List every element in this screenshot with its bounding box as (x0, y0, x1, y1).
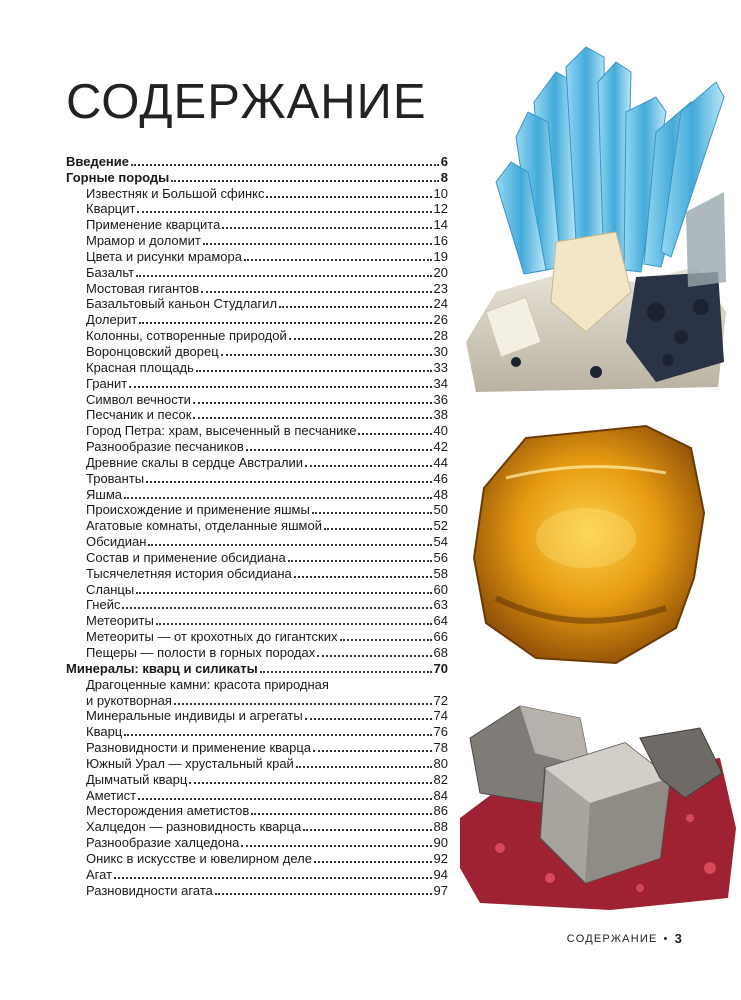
toc-page-number: 16 (433, 233, 448, 249)
toc-entry-label: Состав и применение обсидиана (86, 549, 286, 565)
toc-entry[interactable] (66, 391, 448, 407)
toc-entry-label: Красная площадь (86, 359, 194, 375)
toc-page-number: 42 (433, 439, 448, 455)
toc-page-number: 86 (433, 803, 448, 819)
toc-entry-label: Метеориты (86, 613, 154, 629)
toc-entry-label: Метеориты — от крохотных до гигантских (86, 629, 338, 645)
toc-entry[interactable] (66, 818, 448, 834)
toc-entry-label: Разновидности агата (86, 882, 213, 898)
toc-page-number: 44 (433, 454, 448, 470)
toc-dot-leader (305, 718, 432, 720)
toc-dot-leader (305, 465, 431, 467)
page-footer (567, 931, 683, 946)
toc-page-number: 36 (433, 391, 448, 407)
toc-entry[interactable] (66, 850, 448, 866)
toc-entry-label: Оникс в искусстве и ювелирном деле (86, 850, 312, 866)
toc-dot-leader (358, 433, 431, 435)
toc-entry[interactable] (66, 486, 448, 502)
toc-entry-label: Пещеры — полости в горных породах (86, 645, 316, 660)
toc-page-number: 24 (433, 296, 448, 312)
toc-dot-leader (296, 766, 432, 768)
toc-dot-leader (246, 449, 432, 451)
toc-entry-label: Агат (86, 866, 113, 882)
toc-entry-label: Применение кварцита (86, 217, 221, 233)
toc-entry-label: Базальтовый каньон Студлагил (86, 296, 278, 312)
toc-page-number: 78 (433, 740, 448, 756)
toc-entry-label: Мостовая гигантов (86, 280, 200, 296)
toc-dot-leader (260, 671, 432, 673)
toc-page-number: 58 (433, 565, 448, 581)
toc-entry[interactable] (66, 454, 448, 470)
toc-dot-leader (196, 370, 432, 372)
toc-entry[interactable] (66, 739, 448, 755)
toc-entry-label: Разновидности и применение кварца (86, 740, 312, 756)
toc-page-number: 63 (433, 597, 448, 613)
toc-entry[interactable] (66, 612, 448, 628)
toc-page-number: 82 (433, 771, 448, 787)
toc-entry[interactable] (66, 628, 448, 644)
toc-dot-leader (266, 196, 431, 198)
toc-entry[interactable] (66, 692, 448, 708)
toc-entry-label: Древние скалы в сердце Австралии (86, 454, 304, 470)
toc-page-number: 74 (433, 708, 448, 724)
toc-entry[interactable] (66, 343, 448, 359)
toc-page-number: 66 (433, 629, 448, 645)
toc-entry-label: Обсидиан (86, 534, 147, 550)
toc-dot-leader (201, 291, 431, 293)
toc-entry-label: Воронцовский дворец (86, 343, 219, 359)
toc-entry-label: Колонны, сотворенные природой (86, 328, 287, 344)
toc-page-number: 80 (433, 755, 448, 771)
toc-page-number: 30 (433, 343, 448, 359)
toc-page-number: 88 (433, 819, 448, 835)
toc-page-number: 92 (433, 850, 448, 866)
toc-page-number: 6 (440, 153, 448, 169)
toc-page-number: 76 (433, 724, 448, 740)
toc-entry[interactable] (66, 549, 448, 565)
toc-dot-leader (122, 607, 431, 609)
toc-entry-label: Гранит (86, 375, 128, 391)
toc-page-number: 33 (433, 359, 448, 375)
toc-entry[interactable] (66, 882, 448, 898)
toc-entry[interactable] (66, 201, 448, 217)
toc-entry[interactable] (66, 470, 448, 486)
toc-dot-leader (193, 417, 431, 419)
toc-entry-label: Сланцы (86, 581, 135, 597)
toc-entry-label: Разнообразие песчаников (86, 439, 244, 455)
toc-dot-leader (136, 275, 431, 277)
toc-dot-leader (288, 560, 432, 562)
toc-entry-label: Введение (66, 153, 129, 169)
toc-page-number: 56 (433, 549, 448, 565)
toc-dot-leader (137, 211, 431, 213)
toc-dot-leader (124, 497, 432, 499)
toc-dot-leader (222, 227, 431, 229)
toc-dot-leader (114, 877, 432, 879)
toc-dot-leader (324, 528, 432, 530)
toc-entry[interactable] (66, 787, 448, 803)
toc-page-number: 28 (433, 328, 448, 344)
toc-entry[interactable] (66, 264, 448, 280)
toc-entry[interactable] (66, 359, 448, 375)
toc-dot-leader (131, 164, 439, 166)
toc-dot-leader (244, 259, 432, 261)
toc-entry-label: Долерит (86, 312, 138, 328)
amber-stone-image (466, 418, 712, 668)
toc-page-number: 84 (433, 787, 448, 803)
toc-dot-leader (148, 544, 431, 546)
toc-dot-leader (289, 338, 432, 340)
toc-entry[interactable] (66, 644, 448, 660)
toc-dot-leader (279, 306, 431, 308)
toc-dot-leader (193, 402, 432, 404)
toc-entry[interactable] (66, 248, 448, 264)
footer-label: СОДЕРЖАНИЕ (566, 932, 658, 945)
toc-entry-label: и рукотворная (86, 692, 172, 708)
toc-section-entry[interactable] (66, 660, 448, 676)
toc-dot-leader (314, 861, 432, 863)
toc-entry-label: Гнейс (86, 597, 121, 613)
toc-entry-label: Минералы: кварц и силикаты (66, 660, 258, 676)
table-of-contents (66, 153, 448, 898)
toc-entry-label: Горные породы (66, 169, 170, 185)
toc-entry-label: Разнообразие халцедона (86, 835, 240, 851)
toc-page-number: 10 (433, 185, 448, 201)
toc-page-number: 68 (433, 645, 448, 660)
toc-page-number: 97 (433, 882, 448, 898)
page-title: СОДЕРЖАНИЕ (66, 75, 427, 129)
toc-entry-label: Агатовые комнаты, отделанные яшмой (86, 518, 322, 534)
toc-page-number: 40 (433, 423, 448, 439)
toc-entry-label: Дымчатый кварц (86, 771, 188, 787)
toc-entry-label: Яшма (86, 486, 122, 502)
toc-page-number: 34 (433, 375, 448, 391)
toc-page-number: 12 (433, 201, 448, 217)
toc-entry-label: Песчаник и песок (86, 407, 192, 423)
toc-entry-label: Известняк и Большой сфинкс (86, 185, 265, 201)
toc-entry-label: Аметист (86, 787, 137, 803)
toc-entry[interactable] (66, 375, 448, 391)
toc-dot-leader (146, 481, 431, 483)
toc-dot-leader (241, 845, 431, 847)
toc-page-number: 70 (433, 660, 448, 676)
toc-entry[interactable] (66, 803, 448, 819)
toc-dot-leader (203, 243, 432, 245)
toc-entry-label: Минеральные индивиды и агрегаты (86, 708, 303, 724)
toc-entry-label: Город Петра: храм, высеченный в песчанике (86, 423, 357, 439)
toc-dot-leader (303, 829, 431, 831)
toc-entry[interactable] (66, 597, 448, 613)
toc-dot-leader (174, 703, 432, 705)
toc-page-number: 54 (433, 534, 448, 550)
toc-section-entry[interactable] (66, 153, 448, 169)
toc-dot-leader (251, 813, 431, 815)
toc-dot-leader (340, 639, 432, 641)
toc-dot-leader (215, 893, 432, 895)
toc-entry[interactable] (66, 311, 448, 327)
toc-entry[interactable] (66, 296, 448, 312)
toc-entry[interactable] (66, 708, 448, 724)
toc-entry-label: Трованты (86, 470, 145, 486)
toc-page-number: 14 (433, 217, 448, 233)
toc-entry[interactable] (66, 407, 448, 423)
toc-page-number: 20 (433, 264, 448, 280)
toc-dot-leader (139, 322, 431, 324)
toc-section-entry[interactable] (66, 169, 448, 185)
toc-entry[interactable] (66, 216, 448, 232)
toc-entry[interactable] (66, 232, 448, 248)
toc-entry-label: Тысячелетняя история обсидиана (86, 565, 292, 581)
toc-page-number: 26 (433, 312, 448, 328)
toc-entry[interactable] (66, 565, 448, 581)
toc-entry-label: Месторождения аметистов (86, 803, 250, 819)
toc-page-number: 46 (433, 470, 448, 486)
toc-dot-leader (156, 623, 432, 625)
toc-entry[interactable] (66, 327, 448, 343)
toc-entry-label: Базальт (86, 264, 135, 280)
toc-entry[interactable] (66, 755, 448, 771)
toc-page-number: 50 (433, 502, 448, 518)
toc-entry[interactable] (66, 723, 448, 739)
toc-entry-label: Драгоценные камни: красота природная (86, 676, 329, 692)
toc-entry-label: Происхождение и применение яшмы (86, 502, 310, 518)
toc-dot-leader (171, 180, 439, 182)
toc-entry-label: Халцедон — разновидность кварца (86, 819, 302, 835)
toc-dot-leader (317, 655, 431, 657)
toc-entry-label: Кварц (86, 724, 123, 740)
toc-dot-leader (313, 750, 432, 752)
toc-page-number: 23 (433, 280, 448, 296)
toc-dot-leader (189, 782, 431, 784)
toc-entry[interactable] (66, 517, 448, 533)
toc-entry[interactable] (66, 771, 448, 787)
footer-bullet: • (663, 932, 669, 945)
toc-page-number: 8 (440, 169, 448, 185)
toc-entry-label: Кварцит (86, 201, 136, 217)
toc-dot-leader (136, 592, 431, 594)
toc-entry[interactable] (66, 185, 448, 201)
toc-entry[interactable] (66, 502, 448, 518)
toc-entry[interactable] (66, 581, 448, 597)
toc-page-number: 52 (433, 518, 448, 534)
toc-entry[interactable] (66, 866, 448, 882)
toc-dot-leader (124, 734, 431, 736)
toc-dot-leader (221, 354, 432, 356)
toc-dot-leader (129, 386, 431, 388)
toc-page-number: 60 (433, 581, 448, 597)
aquamarine-crystal-image (456, 42, 728, 397)
toc-entry-label: Цвета и рисунки мрамора (86, 248, 242, 264)
toc-dot-leader (138, 798, 431, 800)
toc-dot-leader (312, 512, 432, 514)
toc-entry[interactable] (66, 438, 448, 454)
toc-entry-label: Символ вечности (86, 391, 191, 407)
toc-page-number: 90 (433, 835, 448, 851)
toc-page-number: 64 (433, 613, 448, 629)
toc-page-number: 19 (433, 248, 448, 264)
toc-entry[interactable] (66, 422, 448, 438)
toc-page-number: 94 (433, 866, 448, 882)
toc-page-number: 48 (433, 486, 448, 502)
toc-entry[interactable] (66, 676, 448, 692)
toc-dot-leader (294, 576, 432, 578)
toc-entry[interactable] (66, 280, 448, 296)
toc-entry-label: Мрамор и доломит (86, 233, 201, 249)
toc-page-number: 38 (433, 407, 448, 423)
toc-entry[interactable] (66, 533, 448, 549)
page-number: 3 (674, 931, 683, 946)
toc-entry-label: Южный Урал — хрустальный край (86, 755, 294, 771)
toc-page-number: 72 (433, 692, 448, 708)
pyrite-crystal-image (460, 698, 736, 910)
toc-entry[interactable] (66, 834, 448, 850)
